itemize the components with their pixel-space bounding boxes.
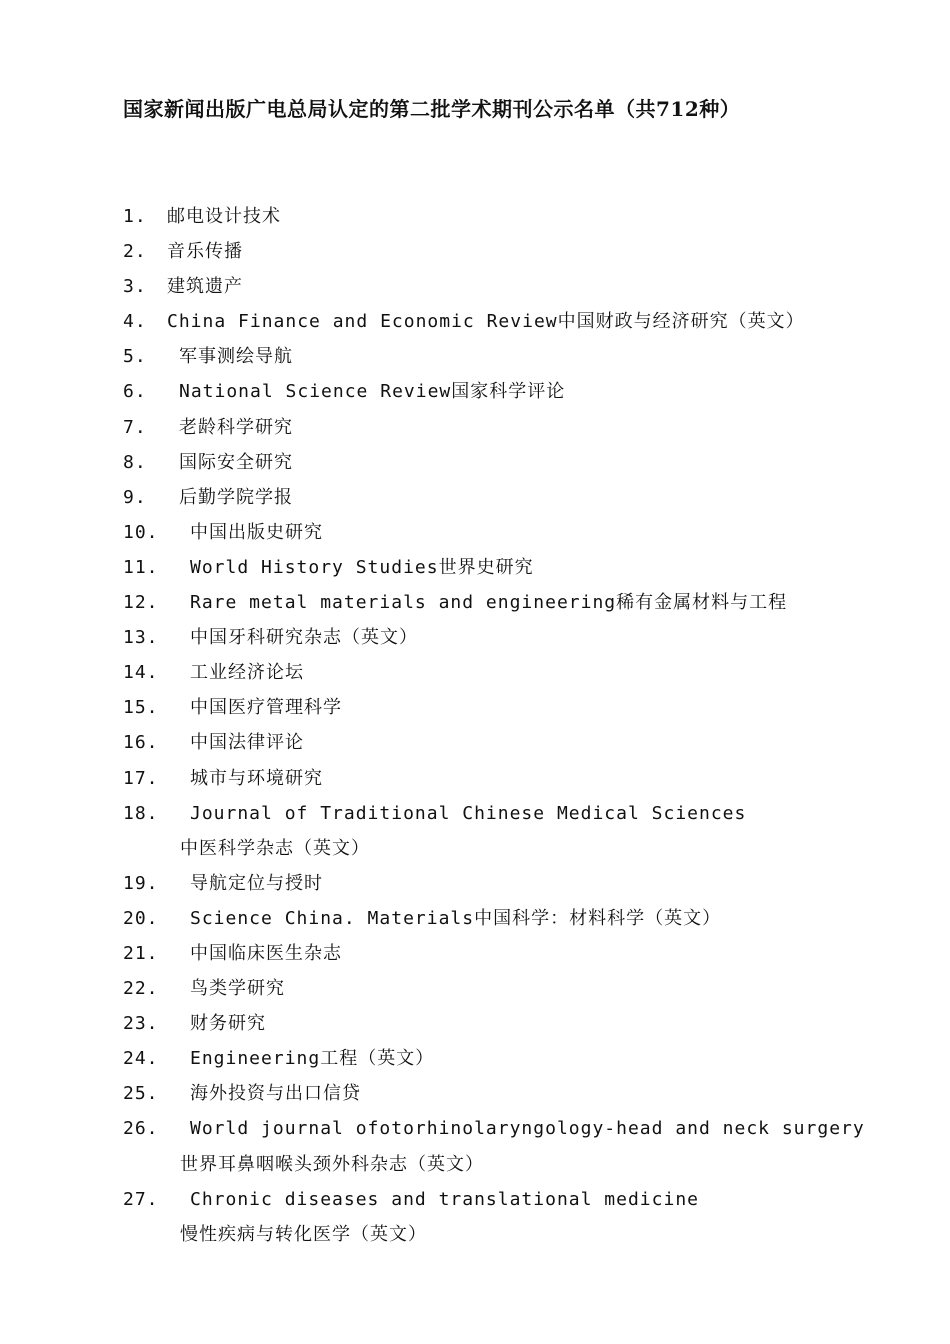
journal-name: 后勤学院学报 <box>179 486 293 508</box>
journal-name: 国际安全研究 <box>179 451 293 473</box>
list-item <box>123 339 903 374</box>
item-number: 14. <box>123 662 159 684</box>
document-title: 国家新闻出版广电总局认定的第二批学术期刊公示名单（共712种） <box>123 97 741 121</box>
item-number: 12. <box>123 592 159 614</box>
item-number: 25. <box>123 1083 159 1105</box>
journal-name: 老龄科学研究 <box>179 416 293 438</box>
item-number: 3. <box>123 276 147 298</box>
list-item <box>123 515 903 550</box>
item-number: 9. <box>123 486 147 508</box>
list-item <box>123 1182 903 1217</box>
journal-name: 中国牙科研究杂志（英文） <box>190 627 418 649</box>
list-item <box>123 936 903 971</box>
journal-name: 海外投资与出口信贷 <box>190 1083 361 1105</box>
journal-name-continuation: 慢性疾病与转化医学（英文） <box>180 1223 427 1245</box>
list-item <box>123 410 903 445</box>
item-number: 20. <box>123 907 159 929</box>
journal-name: 财务研究 <box>190 1013 266 1035</box>
journal-name: 建筑遗产 <box>167 276 243 298</box>
list-item <box>123 480 903 515</box>
journal-name: Chronic diseases and translational medicine <box>190 1188 699 1210</box>
list-item <box>123 269 903 304</box>
item-number: 6. <box>123 381 147 403</box>
journal-name: 中国医疗管理科学 <box>190 697 342 719</box>
journal-name: Science China. Materials中国科学：材料科学（英文） <box>190 907 722 929</box>
item-number: 16. <box>123 732 159 754</box>
list-item <box>123 550 903 585</box>
journal-name: 中国临床医生杂志 <box>190 942 342 964</box>
item-number: 1. <box>123 206 147 227</box>
journal-name: National Science Review国家科学评论 <box>179 381 566 403</box>
journal-name: Journal of Traditional Chinese Medical Sciences <box>190 802 747 824</box>
journal-name-continuation: 中医科学杂志（英文） <box>180 837 370 859</box>
journal-name: 中国法律评论 <box>190 732 304 754</box>
list-item <box>123 901 903 936</box>
item-number: 8. <box>123 451 147 473</box>
list-item <box>123 304 903 339</box>
list-item <box>123 725 903 760</box>
list-item <box>123 796 903 831</box>
item-number: 7. <box>123 416 147 438</box>
list-item <box>123 655 903 690</box>
list-item <box>123 866 903 901</box>
journal-name: Rare metal materials and engineering稀有金属材料与工程 <box>190 592 788 614</box>
journal-name: 鸟类学研究 <box>190 978 285 1000</box>
journal-name: 中国出版史研究 <box>190 521 323 543</box>
journal-name-continuation: 世界耳鼻咽喉头颈外科杂志（英文） <box>180 1153 484 1175</box>
item-number: 18. <box>123 802 159 824</box>
item-number: 19. <box>123 872 159 894</box>
journal-list <box>123 199 903 1252</box>
journal-name: World History Studies世界史研究 <box>190 556 534 578</box>
list-item <box>123 1076 903 1111</box>
item-number: 23. <box>123 1013 159 1035</box>
item-number: 27. <box>123 1188 159 1210</box>
journal-name: 城市与环境研究 <box>190 767 323 789</box>
list-item <box>123 620 903 655</box>
item-number: 21. <box>123 942 159 964</box>
item-number: 2. <box>123 241 147 263</box>
journal-name: 工业经济论坛 <box>190 662 304 684</box>
item-number: 10. <box>123 521 159 543</box>
list-item <box>123 1006 903 1041</box>
item-number: 22. <box>123 978 159 1000</box>
journal-name: World journal ofotorhinolaryngology-head and neck surgery <box>190 1118 865 1140</box>
item-number: 26. <box>123 1118 159 1140</box>
list-item <box>123 761 903 796</box>
list-item <box>123 1041 903 1076</box>
list-item <box>123 690 903 725</box>
list-item <box>123 585 903 620</box>
journal-name: 军事测绘导航 <box>179 346 293 368</box>
item-number: 4. <box>123 311 147 333</box>
item-number: 5. <box>123 346 147 368</box>
journal-name: China Finance and Economic Review中国财政与经济研究（英文） <box>167 311 805 333</box>
item-number: 24. <box>123 1048 159 1070</box>
item-number: 11. <box>123 556 159 578</box>
list-item <box>123 1111 903 1146</box>
item-number: 17. <box>123 767 159 789</box>
list-item <box>123 234 903 269</box>
journal-name: 邮电设计技术 <box>167 206 281 227</box>
journal-name: 导航定位与授时 <box>190 872 323 894</box>
journal-name: 音乐传播 <box>167 241 243 263</box>
list-item <box>123 374 903 409</box>
item-number: 13. <box>123 627 159 649</box>
journal-name: Engineering工程（英文） <box>190 1048 435 1070</box>
list-item <box>123 445 903 480</box>
list-item <box>123 199 903 234</box>
item-number: 15. <box>123 697 159 719</box>
list-item <box>123 971 903 1006</box>
